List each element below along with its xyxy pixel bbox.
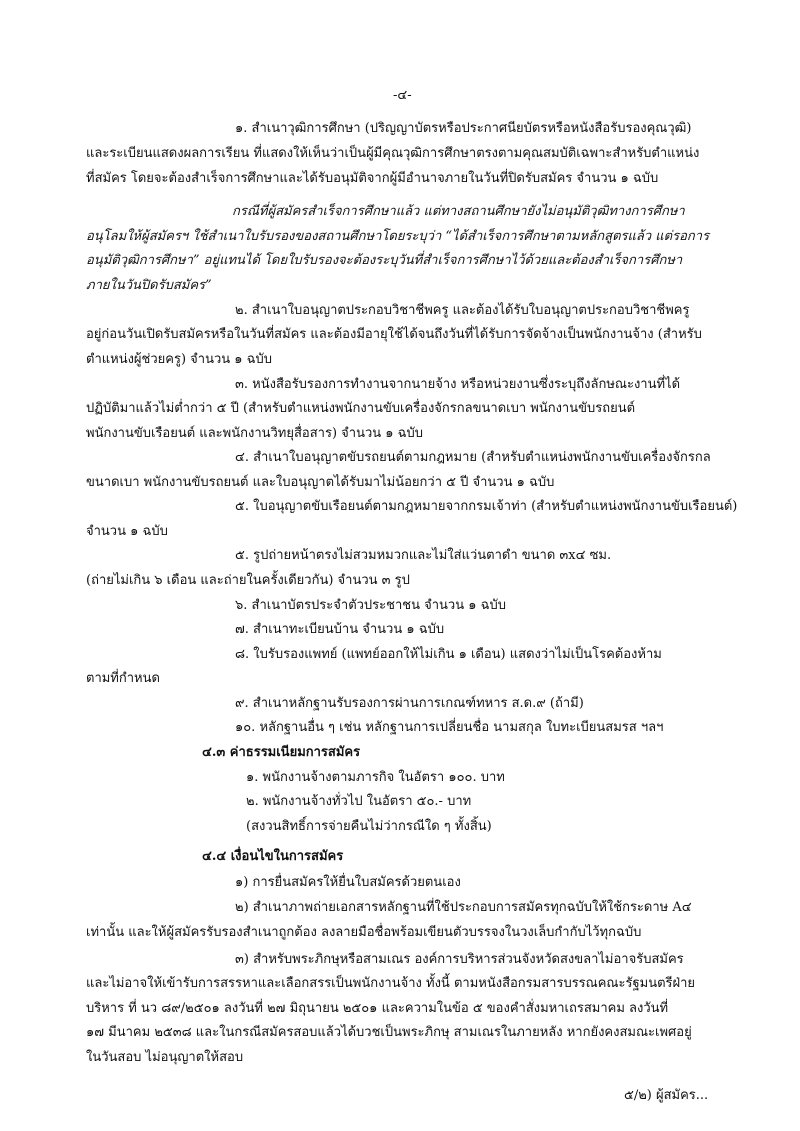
paragraph-line: ๑๗ มีนาคม ๒๕๓๘ และในกรณีสมัครสอบแล้วได้บวชเป็นพระภิกษุ สามเณรในภายหลัง หากยังคงสมณะเพศอยู่ bbox=[86, 1025, 692, 1040]
paragraph-line: ๒. พนักงานจ้างทั่วไป ในอัตรา ๕๐.- บาท bbox=[246, 794, 472, 809]
paragraph-line: เท่านั้น และให้ผู้สมัครรับรองสำเนาถูกต้อง ลงลายมือชื่อพร้อมเขียนตัวบรรจงในวงเล็บกำกับไว้ทุกฉบับ bbox=[86, 925, 642, 940]
paragraph-line: ตามที่กำหนด bbox=[86, 671, 160, 686]
paragraph-line: บริหาร ที่ นว ๘๙/๒๕๐๑ ลงวันที่ ๒๗ มิถุนายน ๒๕๐๑ และความในข้อ ๕ ของคำสั่งมหาเถรสมาคม ลงวันที่ bbox=[86, 1001, 669, 1016]
paragraph-line: ๙. สำเนาหลักฐานรับรองการผ่านการเกณฑ์ทหาร ส.ด.๙ (ถ้ามี) bbox=[235, 696, 584, 711]
paragraph-line: ๕. ใบอนุญาตขับเรือยนต์ตามกฎหมายจากกรมเจ้าท่า (สำหรับตำแหน่งพนักงานขับเรือยนต์) bbox=[235, 499, 738, 514]
paragraph-line: พนักงานขับเรือยนต์ และพนักงานวิทยุสื่อสาร) จำนวน ๑ ฉบับ bbox=[86, 426, 424, 441]
paragraph-line: ๕. รูปถ่ายหน้าตรงไม่สวมหมวกและไม่ใส่แว่นตาดำ ขนาด ๓x๔ ซม. bbox=[235, 548, 612, 563]
paragraph-line: ปฏิบัติมาแล้วไม่ต่ำกว่า ๕ ปี (สำหรับตำแหน่งพนักงานขับเครื่องจักรกลขนาดเบา พนักงานขับรถยนต์ bbox=[86, 401, 636, 416]
paragraph-line: ๑) การยื่นสมัครให้ยื่นใบสมัครด้วยตนเอง bbox=[235, 875, 461, 890]
paragraph-line: ๔. สำเนาใบอนุญาตขับรถยนต์ตามกฎหมาย (สำหรับตำแหน่งพนักงานขับเครื่องจักรกล bbox=[235, 450, 711, 465]
paragraph-line: ๒) สำเนาภาพถ่ายเอกสารหลักฐานที่ใช้ประกอบการสมัครทุกฉบับให้ใช้กระดาษ A๔ bbox=[235, 900, 692, 915]
paragraph-line: ๑. สำเนาวุฒิการศึกษา (ปริญญาบัตรหรือประกาศนียบัตรหรือหนังสือรับรองคุณวุฒิ) bbox=[235, 121, 692, 136]
paragraph-line: ๓) สำหรับพระภิกษุหรือสามเณร องค์การบริหารส่วนจังหวัดสงขลาไม่อาจรับสมัคร bbox=[235, 952, 684, 967]
paragraph-line: ภายในวันปิดรับสมัคร” bbox=[86, 278, 212, 293]
paragraph-line: (ถ่ายไม่เกิน ๖ เดือน และถ่ายในครั้งเดียวกัน) จำนวน ๓ รูป bbox=[86, 573, 410, 588]
paragraph-line: อยู่ก่อนวันเปิดรับสมัครหรือในวันที่สมัคร และต้องมีอายุใช้ได้จนถึงวันที่ได้รับการจัดจ้างเป็นพนักงานจ้าง (สำหรับ bbox=[86, 327, 702, 342]
paragraph-line: ที่สมัคร โดยจะต้องสำเร็จการศึกษาและได้รับอนุมัติจากผู้มีอำนาจภายในวันที่ปิดรับสมัคร จำนวน ๑ ฉบับ bbox=[86, 171, 659, 186]
paragraph-line: ๓. หนังสือรับรองการทำงานจากนายจ้าง หรือหน่วยงานซึ่งระบุถึงลักษณะงานที่ได้ bbox=[235, 377, 681, 392]
paragraph-line: (สงวนสิทธิ์การจ่ายคืนไม่ว่ากรณีใด ๆ ทั้งสิ้น) bbox=[246, 819, 492, 834]
paragraph-line: ๑. พนักงานจ้างตามภารกิจ ในอัตรา ๑๐๐. บาท bbox=[246, 770, 505, 785]
paragraph-line: กรณีที่ผู้สมัครสำเร็จการศึกษาแล้ว แต่ทางสถานศึกษายังไม่อนุมัติวุฒิทางการศึกษา bbox=[232, 204, 685, 219]
paragraph-line: ในวันสอบ ไม่อนุญาตให้สอบ bbox=[86, 1050, 244, 1065]
paragraph-line: ๗. สำเนาทะเบียนบ้าน จำนวน ๑ ฉบับ bbox=[235, 622, 445, 637]
paragraph-line: อนุมัติวุฒิการศึกษา” อยู่แทนได้ โดยใบรับรองจะต้องระบุวันที่สำเร็จการศึกษาไว้ด้วยและต้องสำเร็จการศึกษา bbox=[86, 253, 683, 268]
paragraph-line: และระเบียนแสดงผลการเรียน ที่แสดงให้เห็นว่าเป็นผู้มีคุณวุฒิการศึกษาตรงตามคุณสมบัติเฉพาะสำหรับตำแหน่ง bbox=[86, 146, 700, 161]
paragraph-line: อนุโลมให้ผู้สมัครฯ ใช้สำเนาใบรับรองของสถานศึกษาโดยระบุว่า “ได้สำเร็จการศึกษาตามหลักสูตรแล้ว แต่รอการ bbox=[86, 229, 710, 244]
section-heading: ๔.๔ เงื่อนไขในการสมัคร bbox=[202, 849, 344, 864]
page-number: -๔- bbox=[393, 88, 412, 103]
section-heading: ๔.๓ ค่าธรรมเนียมการสมัคร bbox=[202, 745, 361, 760]
continuation-note: ๕/๒) ผู้สมัคร... bbox=[624, 1088, 709, 1103]
paragraph-line: ตำแหน่งผู้ช่วยครู) จำนวน ๑ ฉบับ bbox=[86, 352, 273, 367]
paragraph-line: จำนวน ๑ ฉบับ bbox=[86, 524, 168, 539]
paragraph-line: ๖. สำเนาบัตรประจำตัวประชาชน จำนวน ๑ ฉบับ bbox=[235, 598, 506, 613]
paragraph-line: ๒. สำเนาใบอนุญาตประกอบวิชาชีพครู และต้องได้รับใบอนุญาตประกอบวิชาชีพครู bbox=[235, 303, 690, 318]
paragraph-line: และไม่อาจให้เข้ารับการสรรหาและเลือกสรรเป็นพนักงานจ้าง ทั้งนี้ ตามหนังสือกรมสารบรรณคณะรัฐมนตรีฝ่าย bbox=[86, 976, 696, 991]
paragraph-line: ๘. ใบรับรองแพทย์ (แพทย์ออกให้ไม่เกิน ๑ เดือน) แสดงว่าไม่เป็นโรคต้องห้าม bbox=[235, 647, 662, 662]
paragraph-line: ๑๐. หลักฐานอื่น ๆ เช่น หลักฐานการเปลี่ยนชื่อ นามสกุล ใบทะเบียนสมรส ฯลฯ bbox=[235, 720, 664, 735]
paragraph-line: ขนาดเบา พนักงานขับรถยนต์ และใบอนุญาตได้รับมาไม่น้อยกว่า ๕ ปี จำนวน ๑ ฉบับ bbox=[86, 475, 555, 490]
